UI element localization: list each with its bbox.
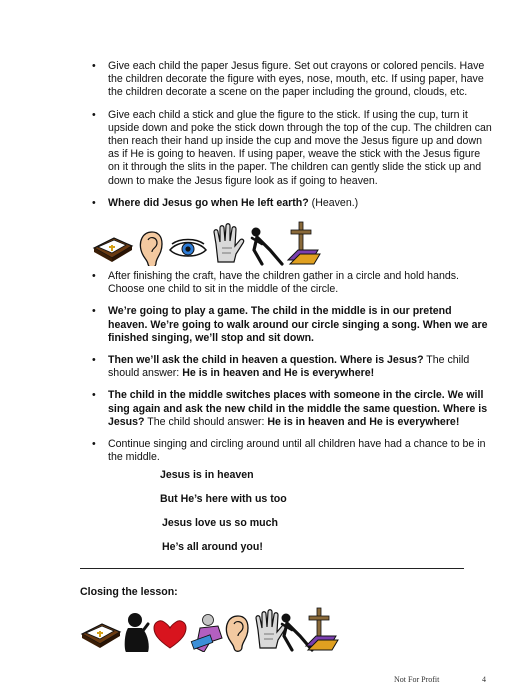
bullet-dot: • bbox=[92, 389, 96, 402]
bullet-text: The child should answer: bbox=[144, 415, 268, 428]
bullet-item bbox=[92, 270, 492, 296]
praying-child-icon bbox=[125, 613, 149, 652]
bullet-item bbox=[92, 197, 492, 210]
bullet-text: Continue singing and circling around until all children have had a chance to be in the middle. bbox=[108, 438, 486, 464]
bullet-bold-text: Where did Jesus go when He left earth? bbox=[108, 196, 309, 209]
praying-hand-icon bbox=[214, 224, 244, 262]
bullet-bold-text: We’re going to play a game. The child in the middle is in our pretend heaven. We’re going to walk around our circle singing a song. When we are finished singing, we’ll stop and sit down. bbox=[108, 305, 488, 344]
closing-heading: Closing the lesson: bbox=[80, 586, 178, 598]
bible-icon bbox=[82, 624, 120, 648]
bullet-dot: • bbox=[92, 438, 96, 451]
ear-icon bbox=[140, 232, 162, 266]
song-line: But He’s here with us too bbox=[160, 493, 287, 505]
song-lyrics bbox=[160, 468, 287, 564]
bullet-item bbox=[92, 305, 492, 345]
ear-icon bbox=[226, 616, 248, 651]
bullet-dot: • bbox=[92, 196, 96, 209]
kneeling-figure-icon bbox=[191, 615, 222, 653]
bullet-bold-text: Then we’ll ask the child in heaven a question. Where is Jesus? bbox=[108, 354, 424, 367]
heart-icon bbox=[154, 621, 186, 648]
praying-hand-icon bbox=[256, 610, 286, 648]
bullet-text: The child should answer: bbox=[108, 354, 470, 380]
bullet-answer-text: He is in heaven and He is everywhere! bbox=[267, 415, 460, 428]
icon-row-senses bbox=[92, 220, 332, 266]
bullet-text: After finishing the craft, have the children gather in a circle and hold hands. Choose one child to sit in the middle of the circle. bbox=[108, 270, 459, 296]
bullet-item bbox=[92, 60, 492, 100]
bullet-text: Give each child a stick and glue the figure to the stick. If using the cup, turn it upside down and poke the stick down through the top of the cup. The children can then reach their hand up inside the cup and move the Jesus figure up and down as if He is going to heaven. If using paper, weave the stick with the Jesus figure on it through the slits in the paper. The children can gently slide the stick up and down to make the Jesus figure look as if going to heaven. bbox=[108, 108, 492, 187]
page-footer bbox=[394, 675, 494, 684]
song-line: Jesus is in heaven bbox=[160, 469, 254, 481]
bullet-item bbox=[92, 438, 492, 464]
bullet-text: Give each child the paper Jesus figure. Set out crayons or colored pencils. Have the children decorate the figure with eyes, nose, mouth, etc. If using paper, have the children decorate a scene on the paper including the ground, clouds, etc. bbox=[108, 60, 485, 99]
eye-icon bbox=[170, 240, 206, 257]
cross-icon bbox=[306, 608, 338, 650]
bullet-item bbox=[92, 354, 492, 380]
bullet-list-top bbox=[92, 60, 492, 219]
stretching-person-icon bbox=[252, 228, 283, 265]
bullet-text: (Heaven.) bbox=[308, 196, 359, 209]
bible-icon bbox=[94, 238, 132, 262]
bullet-list-bottom bbox=[92, 270, 492, 473]
icon-row-closing bbox=[80, 606, 340, 652]
bullet-dot: • bbox=[92, 270, 96, 282]
bullet-item bbox=[92, 389, 492, 429]
bullet-dot: • bbox=[92, 305, 96, 318]
bullet-bold-text: The child in the middle switches places with someone in the circle. We will sing again and ask the new child in the middle the same question. Where is Jesus? bbox=[108, 389, 488, 428]
bullet-item bbox=[92, 109, 492, 188]
page-number: 4 bbox=[482, 675, 486, 684]
bullet-dot: • bbox=[92, 60, 96, 72]
bullet-dot: • bbox=[92, 108, 96, 121]
cross-icon bbox=[288, 222, 320, 264]
bullet-dot: • bbox=[92, 354, 96, 367]
bullet-answer-text: He is in heaven and He is everywhere! bbox=[182, 367, 375, 380]
section-divider bbox=[80, 568, 464, 569]
song-line: Jesus love us so much bbox=[162, 517, 278, 529]
song-line: He’s all around you! bbox=[162, 541, 263, 553]
footer-text: Not For Profit bbox=[394, 675, 440, 684]
